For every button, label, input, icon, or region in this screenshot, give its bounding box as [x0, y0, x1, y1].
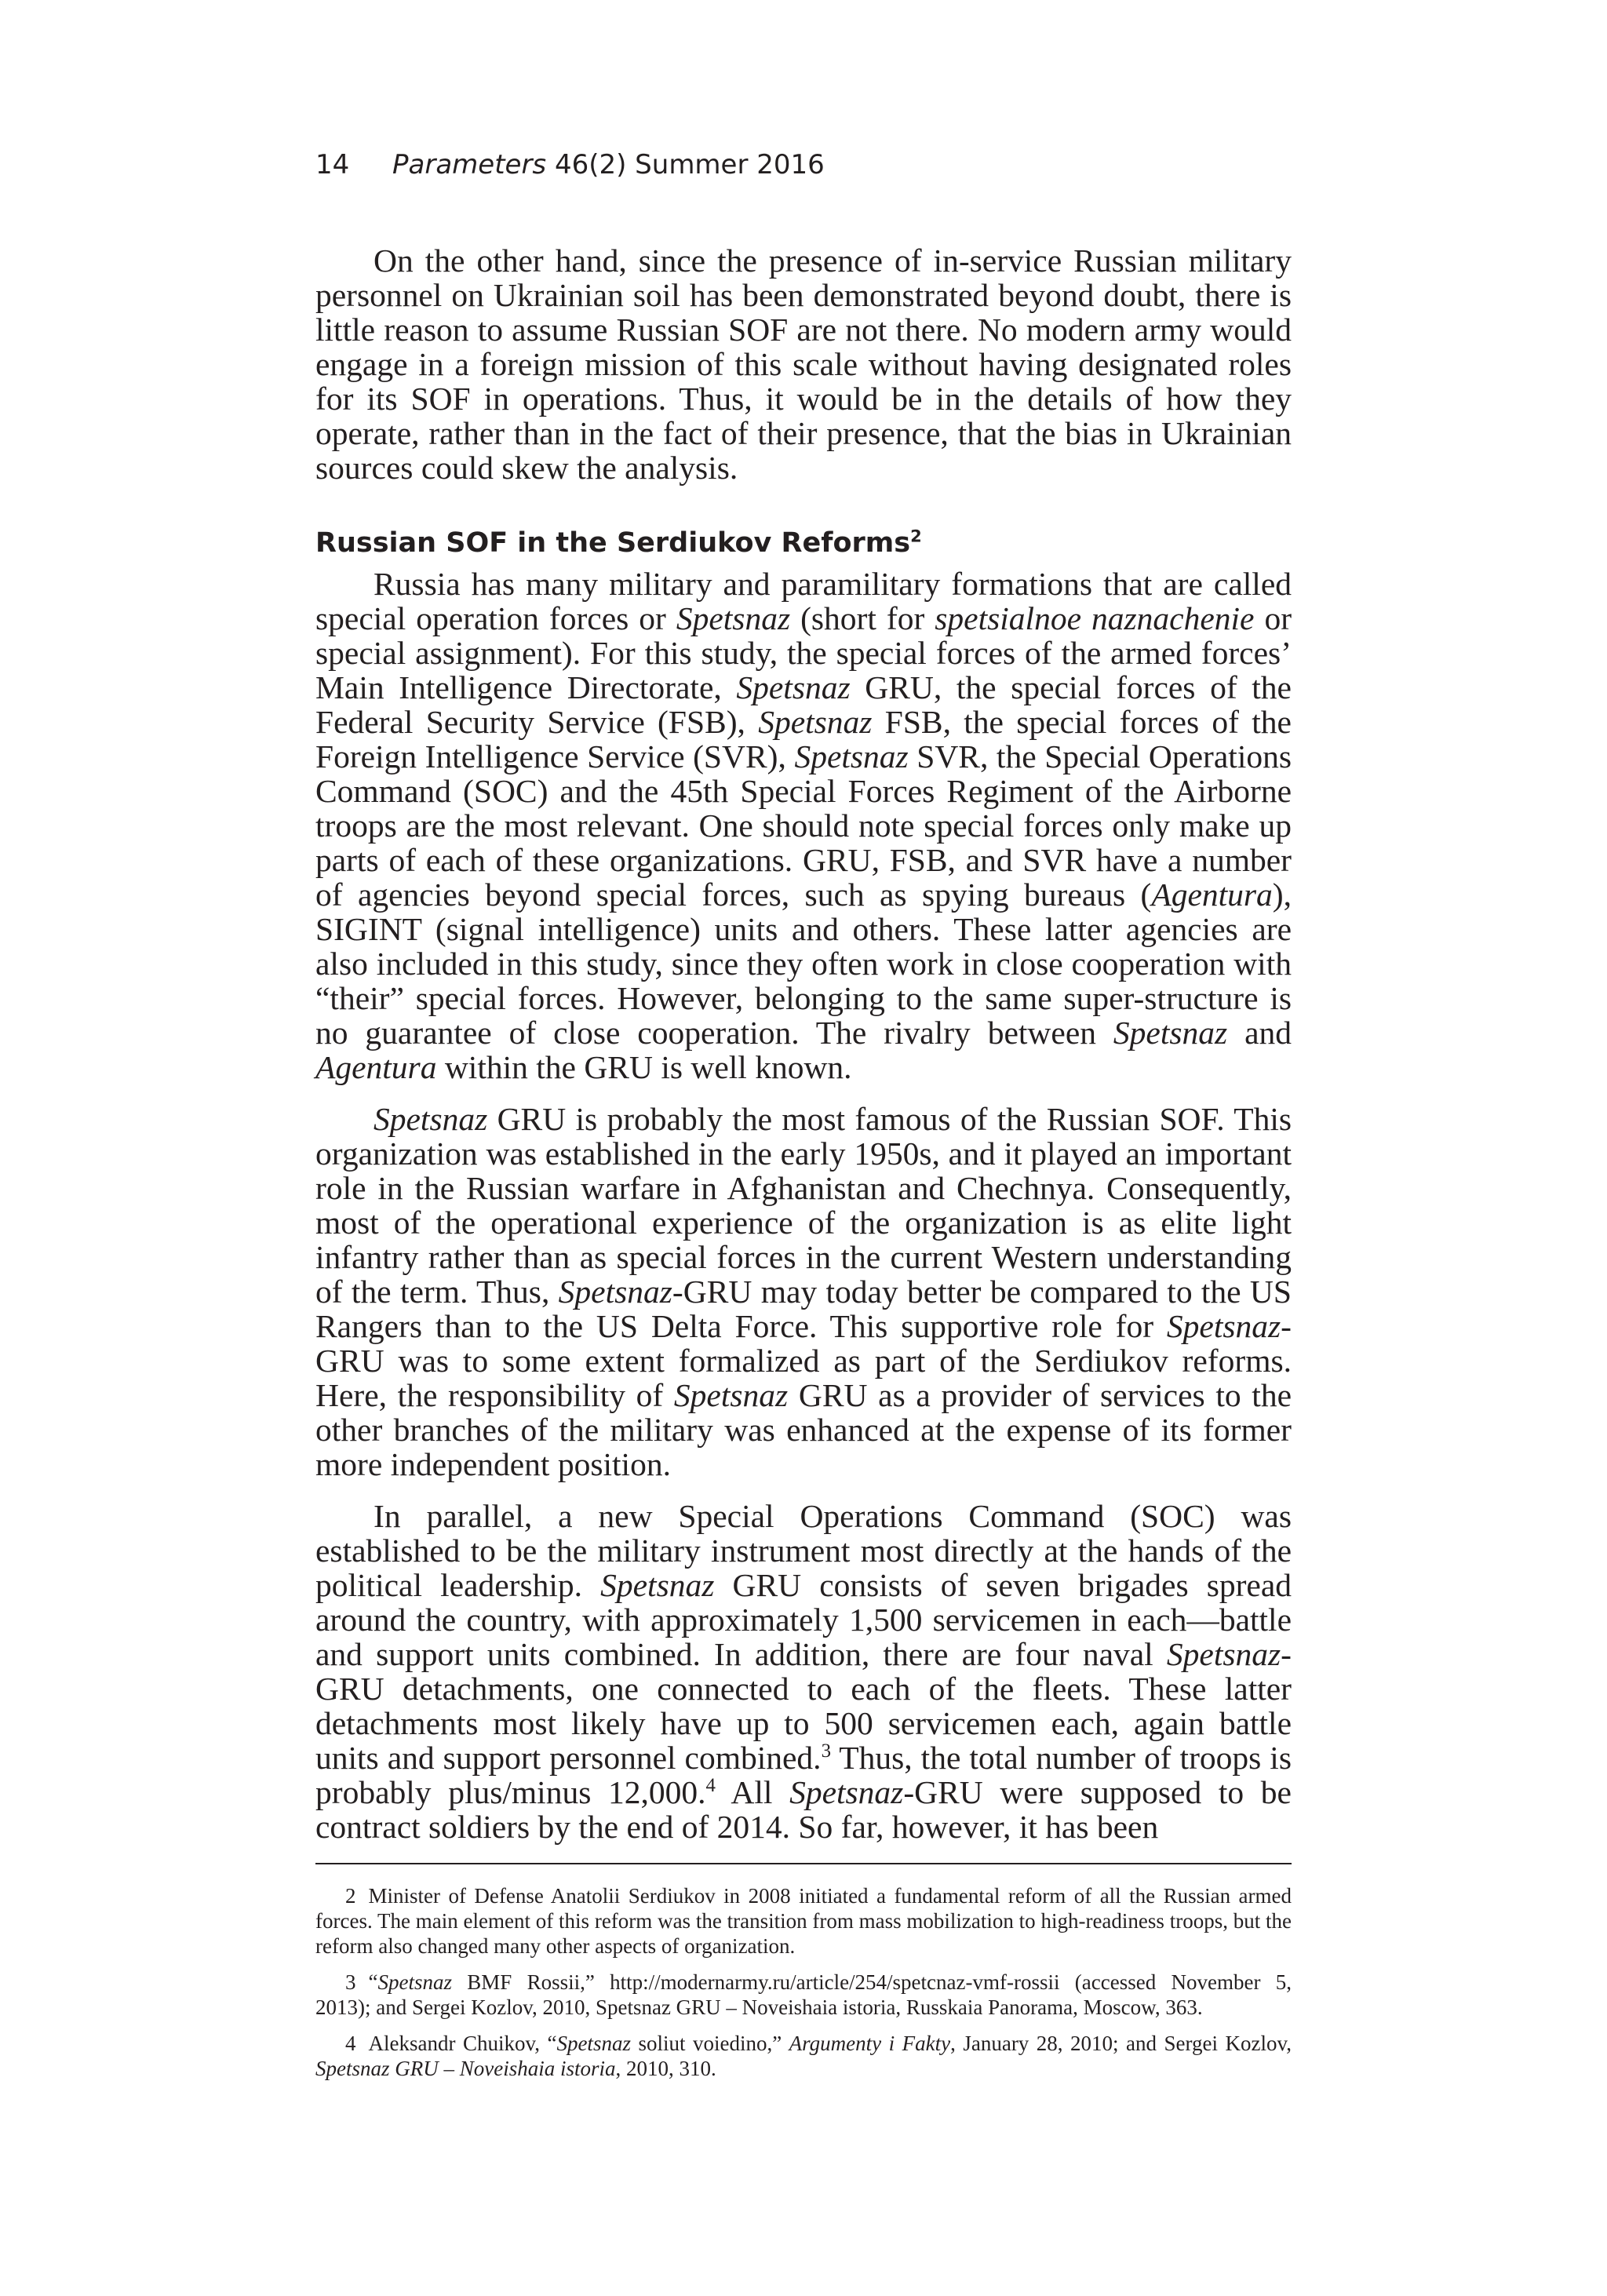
footnote-4: 4 Aleksandr Chuikov, “Spetsnaz soliut voiedino,” Argumenty i Fakty, January 28, 2010; and Sergei Kozlov, Spetsnaz GRU – Noveishaia istoria, 2010, 310. [315, 2032, 1292, 2080]
footnote-ref-2[interactable]: 2 [910, 527, 922, 546]
footnote-2: 2 Minister of Defense Anatolii Serdiukov in 2008 initiated a fundamental reform of all the Russian armed forces. The main element of this reform was the transition from mass mobilization to high-readiness troops, but the reform also changed many other aspects of organization. [315, 1884, 1292, 1958]
footnote-ref-3[interactable]: 3 [821, 1740, 832, 1762]
paragraph-3: Spetsnaz GRU is probably the most famous of the Russian SOF. This organization was established in the early 1950s, and it played an important role in the Russian warfare in Afghanistan and Chechnya. Consequently, most of the operational experience of the organization is as elite light infantry rather than as special forces in the current Western understanding of the term. Thus, Spetsnaz-GRU may today better be compared to the US Rangers than to the US Delta Force. This supportive role for Spetsnaz-GRU was to some extent formalized as part of the Serdiukov reforms. Here, the responsibility of Spetsnaz GRU as a provider of services to the other branches of the military was enhanced at the expense of its former more independent position. [315, 1101, 1292, 1482]
journal-issue: 46(2) Summer 2016 [554, 149, 825, 180]
footnote-3: 3 “Spetsnaz BMF Rossii,” http://modernarmy.ru/article/254/spetcnaz-vmf-rossii (accessed November 5, 2013); and Sergei Kozlov, 2010, Spetsnaz GRU – Noveishaia istoria, Russkaia Panorama, Moscow, 363. [315, 1970, 1292, 2019]
footnote-divider [315, 1863, 1292, 1864]
section-heading [315, 526, 1292, 560]
running-head [315, 149, 1292, 180]
paragraph-4: In parallel, a new Special Operations Command (SOC) was established to be the military instrument most directly at the hands of the political leadership. Spetsnaz GRU consists of seven brigades spread around the country, with approximately 1,500 servicemen in each—battle and support units combined. In addition, there are four naval Spetsnaz-GRU detachments, one connected to each of the fleets. These latter detachments most likely have up to 500 servicemen each, again battle units and support personnel combined.$^3$ Thus, the total number of troops is probably plus/minus 12,000.$^4$ All Spetsnaz-GRU were supposed to be contract soldiers by the end of 2014. So far, however, it has been [315, 1498, 1292, 1845]
footnote-ref-4[interactable]: 4 [705, 1775, 716, 1797]
paragraph-2: Russia has many military and paramilitary formations that are called special operation forces or Spetsnaz (short for spetsialnoe naznachenie or special assignment). For this study, the special forces of the armed forces’ Main Intelligence Directorate, Spetsnaz GRU, the special forces of the Federal Security Service (FSB), Spetsnaz FSB, the special forces of the Foreign Intelligence Service (SVR), Spetsnaz SVR, the Special Operations Command (SOC) and the 45th Special Forces Regiment of the Airborne troops are the most relevant. One should note special forces only make up parts of each of these organizations. GRU, FSB, and SVR have a number of agencies beyond special forces, such as spying bureaus (Agentura), SIGINT (signal intelligence) units and others. These latter agencies are also included in this study, since they often work in close cooperation with “their” special forces. However, belonging to the same super-structure is no guarantee of close cooperation. The rivalry between Spetsnaz and Agentura within the GRU is well known. [315, 566, 1292, 1085]
journal-title: Parameters [392, 149, 547, 180]
section-heading-text: Russian SOF in the Serdiukov Reforms [315, 527, 911, 559]
footnotes [315, 1883, 1292, 2081]
article-body [315, 243, 1292, 1844]
page [315, 149, 1292, 2092]
paragraph-1: On the other hand, since the presence of in-service Russian military personnel on Ukrainian soil has been demonstrated beyond doubt, there is little reason to assume Russian SOF are not there. No modern army would engage in a foreign mission of this scale without having designated roles for its SOF in operations. Thus, it would be in the details of how they operate, rather than in the fact of their presence, that the bias in Ukrainian sources could skew the analysis. [315, 242, 1292, 486]
page-number: 14 [315, 149, 350, 180]
